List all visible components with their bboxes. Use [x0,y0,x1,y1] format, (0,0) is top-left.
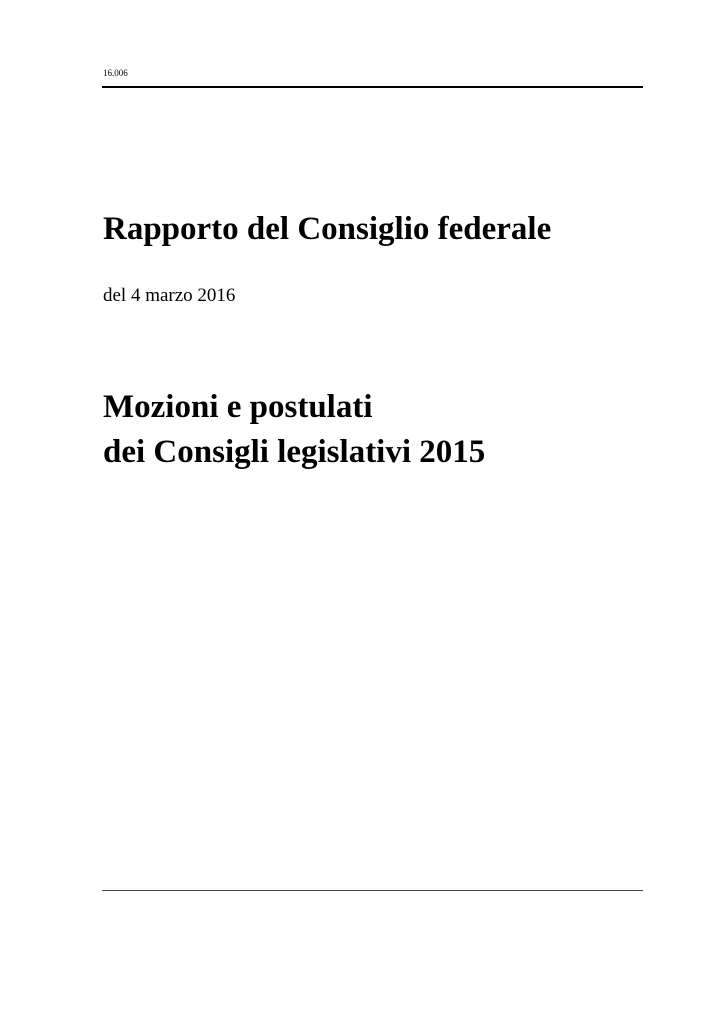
footer-divider [102,890,643,891]
document-number: 16.006 [103,68,128,78]
subject-line-1: Mozioni e postulati [103,389,373,425]
report-date: del 4 marzo 2016 [103,285,236,306]
report-title: Rapporto del Consiglio federale [103,211,552,247]
subject-line-2: dei Consigli legislativi 2015 [103,434,486,470]
report-subject [103,385,485,475]
header-divider [102,86,643,88]
